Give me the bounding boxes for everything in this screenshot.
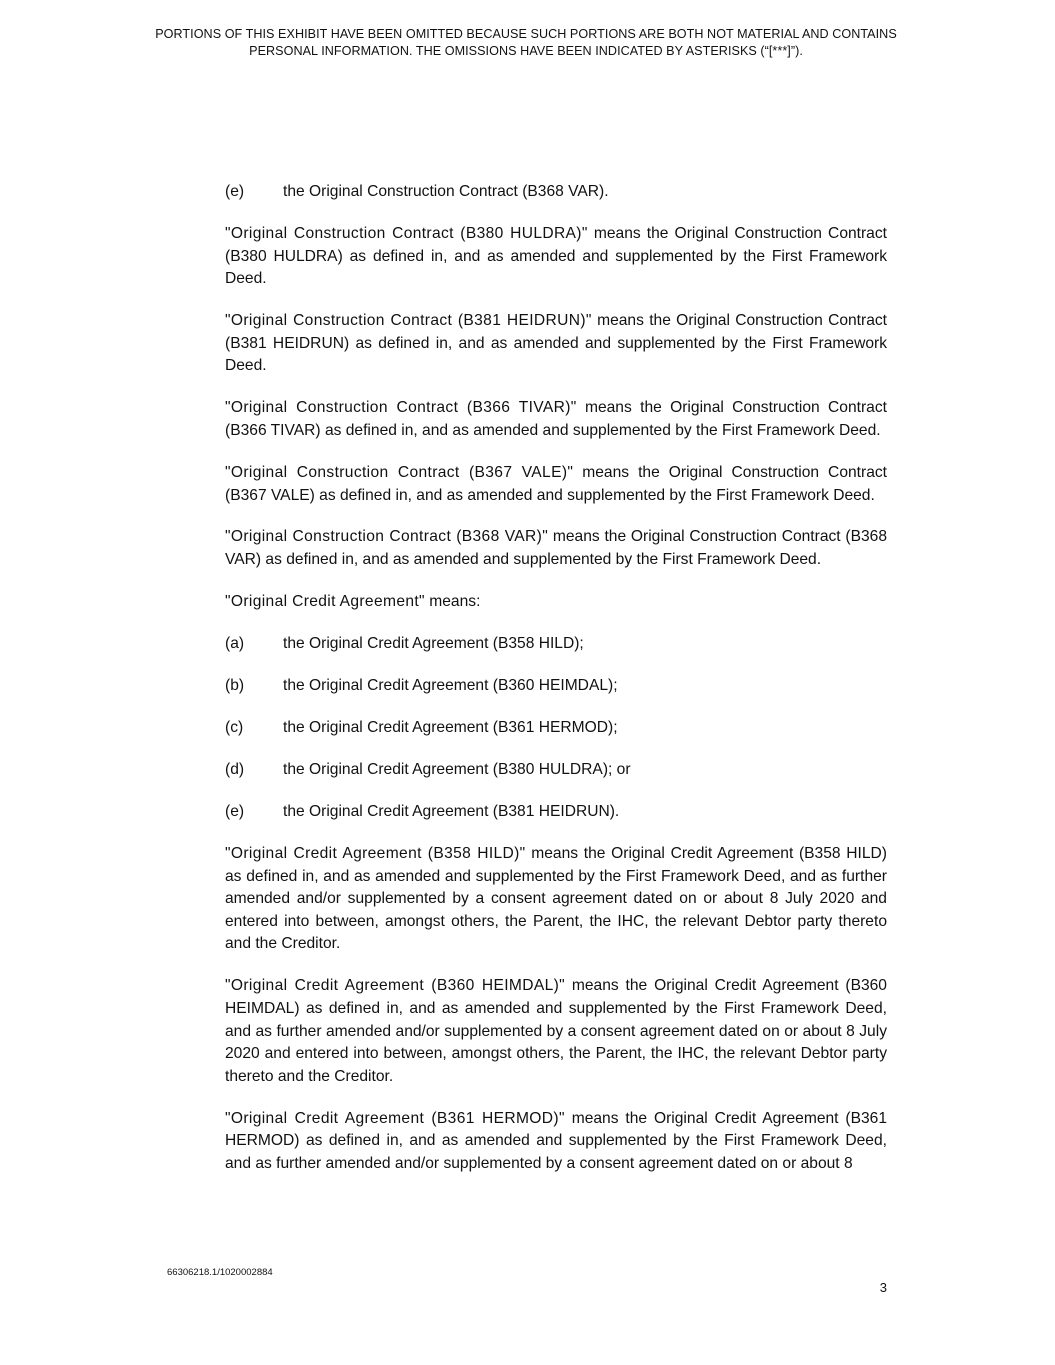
list-item-text: the Original Construction Contract (B368 VAR). xyxy=(283,183,609,200)
definition-text: means the Original Construction Contract (B380 HULDRA) as defined in, and as amended and supplemented by the First Framework Deed. xyxy=(225,224,887,288)
list-item-label: (e) xyxy=(225,802,245,820)
definition-paragraph xyxy=(225,310,887,378)
defined-term: "Original Credit Agreement (B361 HERMOD)" xyxy=(225,1109,565,1127)
document-reference: 66306218.1/1020002884 xyxy=(167,1267,273,1278)
exhibit-omission-notice: PORTIONS OF THIS EXHIBIT HAVE BEEN OMITTED BECAUSE SUCH PORTIONS ARE BOTH NOT MATERIAL AND CONTAINS PERSONAL INFORMATION. THE OMISSIONS HAVE BEEN INDICATED BY ASTERISKS (“[***]”). xyxy=(155,27,897,58)
definition-paragraph xyxy=(225,591,887,614)
list-item xyxy=(225,717,887,740)
document-body xyxy=(225,181,887,1195)
definition-text: means the Original Construction Contract (B366 TIVAR) as defined in, and as amended and supplemented by the First Framework Deed. xyxy=(225,399,887,439)
definition-text: means: xyxy=(424,593,481,611)
definition-paragraph xyxy=(225,1108,887,1176)
definition-paragraph xyxy=(225,843,887,956)
list-item-text: the Original Credit Agreement (B358 HILD); xyxy=(283,635,584,653)
definition-text: means the Original Construction Contract (B367 VALE) as defined in, and as amended and supplemented by the First Framework Deed. xyxy=(225,463,887,504)
list-item xyxy=(225,801,887,824)
list-item-label: (d) xyxy=(225,761,245,778)
defined-term: "Original Credit Agreement (B358 HILD)" xyxy=(225,844,526,862)
defined-term: "Original Construction Contract (B381 HEIDRUN)" xyxy=(225,312,592,330)
list-item-label: (e) xyxy=(225,183,245,200)
defined-term: "Original Construction Contract (B367 VALE)" xyxy=(225,463,574,481)
defined-term: "Original Credit Agreement" xyxy=(225,593,425,611)
definition-text: means the Original Construction Contract (B381 HEIDRUN) as defined in, and as amended and supplemented by the First Framework Deed. xyxy=(225,312,887,375)
list-item-label: (b) xyxy=(225,677,245,695)
definition-text: means the Original Credit Agreement (B361 HERMOD) as defined in, and as amended and supplemented by the First Framework Deed, and as further amended and/or supplemented by a consent agreement dated on or about 8 xyxy=(225,1109,887,1172)
list-item-text: the Original Credit Agreement (B361 HERMOD); xyxy=(283,719,618,737)
definition-paragraph xyxy=(225,975,887,1088)
definition-paragraph xyxy=(225,397,887,442)
list-item xyxy=(225,759,887,782)
definition-text: means the Original Construction Contract (B368 VAR) as defined in, and as amended and supplemented by the First Framework Deed. xyxy=(225,528,887,569)
list-item-text: the Original Credit Agreement (B381 HEIDRUN). xyxy=(283,802,620,820)
defined-term: "Original Construction Contract (B380 HULDRA)" xyxy=(225,224,588,242)
list-item-label: (c) xyxy=(225,719,244,737)
list-item-text: the Original Credit Agreement (B360 HEIMDAL); xyxy=(283,677,618,695)
list-item-text: the Original Credit Agreement (B380 HULDRA); or xyxy=(283,761,631,778)
list-item-label: (a) xyxy=(225,635,245,653)
page-number: 3 xyxy=(879,1280,887,1295)
defined-term: "Original Construction Contract (B366 TIVAR)" xyxy=(225,399,577,417)
list-item xyxy=(225,181,887,204)
definition-paragraph xyxy=(225,462,887,507)
definition-text: means the Original Credit Agreement (B358 HILD) as defined in, and as amended and supplemented by the First Framework Deed, and as further amended and/or supplemented by a consent agreement dated on or about 8 July 2020 and entered into between, amongst others, the Parent, the IHC, the relevant Debtor party thereto and the Creditor. xyxy=(225,844,887,953)
list-item xyxy=(225,633,887,656)
defined-term: "Original Credit Agreement (B360 HEIMDAL)" xyxy=(225,977,566,995)
definition-paragraph xyxy=(225,223,887,291)
definition-text: means the Original Credit Agreement (B360 HEIMDAL) as defined in, and as amended and supplemented by the First Framework Deed, and as further amended and/or supplemented by a consent agreement dated on or about 8 July 2020 and entered into between, amongst others, the Parent, the IHC, the relevant Debtor party thereto and the Creditor. xyxy=(225,977,887,1085)
defined-term: "Original Construction Contract (B368 VAR)" xyxy=(225,528,549,546)
definition-paragraph xyxy=(225,526,887,571)
list-item xyxy=(225,675,887,698)
